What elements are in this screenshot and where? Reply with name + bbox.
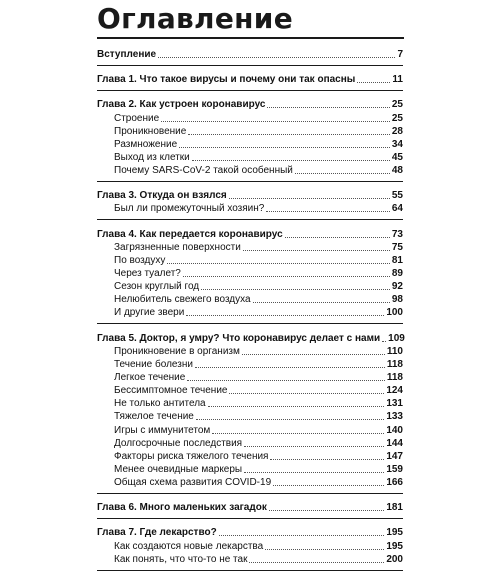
toc-chapter-entry[interactable] (97, 501, 403, 514)
page-number: 110 (386, 345, 403, 357)
page-number: 133 (386, 411, 403, 423)
toc-section-entry[interactable] (97, 151, 403, 164)
toc-section-entry-label: Сезон круглый год (114, 281, 200, 293)
toc-chapter-entry-label: Глава 2. Как устроен коронавирус (97, 99, 266, 111)
toc-section-entry-label: Как создаются новые лекарства (114, 540, 264, 552)
toc-section-entry[interactable] (97, 241, 403, 254)
toc-section-entry[interactable] (97, 202, 403, 215)
page-number: 195 (386, 540, 403, 552)
dot-leader (269, 510, 384, 511)
dot-leader (270, 459, 384, 460)
page-number: 124 (386, 385, 403, 397)
toc-section-entry[interactable] (97, 539, 403, 552)
toc-chapter-entry[interactable] (97, 331, 403, 344)
page-number: 118 (386, 358, 403, 370)
page-number: 75 (391, 241, 403, 253)
dot-leader (201, 289, 390, 290)
toc-section-entry[interactable] (97, 358, 403, 371)
toc-section-entry[interactable] (97, 111, 403, 124)
toc-chapter-group (97, 91, 403, 182)
page-number: 147 (386, 450, 403, 462)
toc-chapter-entry[interactable] (97, 48, 403, 61)
toc-section-entry-label: Выход из клетки (114, 151, 190, 163)
toc-chapter-entry-label: Глава 6. Много маленьких загадок (97, 502, 267, 514)
toc-chapter-entry-label: Глава 1. Что такое вирусы и почему они так опасны (97, 74, 356, 86)
dot-leader (196, 419, 384, 420)
page-number: 98 (391, 294, 403, 306)
dot-leader (192, 160, 390, 161)
toc-section-entry[interactable] (97, 384, 403, 397)
page-number: 34 (391, 138, 403, 150)
toc-chapter-group (97, 494, 403, 519)
toc-section-entry[interactable] (97, 463, 403, 476)
toc-section-entry[interactable] (97, 345, 403, 358)
page-number: 118 (386, 371, 403, 383)
toc-section-entry-label: Через туалет? (114, 267, 181, 279)
dot-leader (243, 250, 390, 251)
toc-section-entry-label: Общая схема развития COVID-19 (114, 477, 272, 489)
dot-leader (357, 82, 390, 83)
page-number: 144 (386, 437, 403, 449)
page-number: 81 (391, 254, 403, 266)
toc-section-entry[interactable] (97, 476, 403, 489)
dot-leader (208, 406, 385, 407)
page-number: 109 (388, 332, 405, 344)
toc-section-entry-label: Не только антитела (114, 398, 206, 410)
toc-section-entry[interactable] (97, 553, 403, 566)
page-title: Оглавление (97, 2, 294, 35)
dot-leader (242, 354, 385, 355)
toc-section-entry[interactable] (97, 437, 403, 450)
page-number: 55 (391, 190, 403, 202)
toc-section-entry-label: Проникновение в организм (114, 345, 240, 357)
dot-leader (179, 147, 390, 148)
dot-leader (244, 446, 384, 447)
page-number: 195 (386, 527, 403, 539)
toc-chapter-group (97, 41, 403, 66)
dot-leader (183, 276, 390, 277)
toc-chapter-group (97, 519, 403, 570)
toc-chapter-entry-label: Вступление (97, 49, 157, 61)
dot-leader (267, 107, 389, 108)
toc-chapter-entry-label: Глава 4. Как передается коронавирус (97, 228, 283, 240)
toc-section-entry-label: Нелюбитель свежего воздуха (114, 294, 251, 306)
toc-section-entry-label: Легкое течение (114, 371, 186, 383)
toc-section-entry[interactable] (97, 397, 403, 410)
dot-leader (212, 433, 384, 434)
dot-leader (188, 134, 390, 135)
toc-section-entry[interactable] (97, 125, 403, 138)
toc-chapter-entry[interactable] (97, 73, 403, 86)
dot-leader (195, 367, 385, 368)
page-number: 131 (386, 398, 403, 410)
toc-section-entry-label: Бессимптомное течение (114, 385, 228, 397)
toc-section-entry[interactable] (97, 280, 403, 293)
toc-section-entry-label: По воздуху (114, 254, 166, 266)
toc-section-entry-label: Как понять, что что-то не так (114, 553, 248, 565)
toc-chapter-group (97, 66, 403, 91)
page-number: 7 (397, 49, 403, 61)
page-number: 25 (391, 112, 403, 124)
toc-section-entry[interactable] (97, 254, 403, 267)
dot-leader (229, 393, 384, 394)
toc-chapter-entry[interactable] (97, 98, 403, 111)
toc-section-entry[interactable] (97, 293, 403, 306)
dot-leader (219, 535, 385, 536)
toc-section-entry[interactable] (97, 138, 403, 151)
toc-section-entry-label: Проникновение (114, 125, 187, 137)
dot-leader (186, 315, 384, 316)
page-number: 28 (391, 125, 403, 137)
page-number: 45 (391, 151, 403, 163)
table-of-contents (97, 41, 403, 571)
toc-chapter-entry-label: Глава 7. Где лекарство? (97, 527, 217, 539)
toc-section-entry-label: Течение болезни (114, 358, 193, 370)
dot-leader (167, 263, 389, 264)
toc-section-entry-label: И другие звери (114, 307, 185, 319)
toc-chapter-entry[interactable] (97, 227, 403, 240)
page-number: 181 (386, 502, 403, 514)
toc-section-entry[interactable] (97, 410, 403, 423)
page-number: 92 (391, 281, 403, 293)
page-number: 73 (391, 228, 403, 240)
toc-section-entry-label: Игры с иммунитетом (114, 424, 211, 436)
toc-section-entry[interactable] (97, 267, 403, 280)
toc-section-entry-label: Строение (114, 112, 160, 124)
dot-leader (244, 472, 384, 473)
toc-section-entry-label: Размножение (114, 138, 178, 150)
dot-leader (187, 380, 385, 381)
toc-chapter-group (97, 220, 403, 324)
dot-leader (253, 302, 390, 303)
toc-chapter-group (97, 324, 403, 494)
toc-section-entry-label: Долгосрочные последствия (114, 437, 243, 449)
page-number: 64 (391, 203, 403, 215)
toc-chapter-entry[interactable] (97, 526, 403, 539)
toc-chapter-entry[interactable] (97, 189, 403, 202)
dot-leader (285, 237, 390, 238)
toc-chapter-group (97, 182, 403, 220)
page-number: 200 (386, 553, 403, 565)
toc-section-entry-label: Тяжелое течение (114, 411, 194, 423)
dot-leader (295, 173, 390, 174)
page-number: 89 (391, 267, 403, 279)
dot-leader (273, 485, 384, 486)
dot-leader (265, 549, 384, 550)
toc-section-entry-label: Почему SARS-CoV-2 такой особенный (114, 165, 293, 177)
dot-leader (229, 198, 390, 199)
toc-section-entry-label: Факторы риска тяжелого течения (114, 450, 269, 462)
dot-leader (249, 562, 384, 563)
page-number: 100 (386, 307, 403, 319)
toc-section-entry-label: Был ли промежуточный хозяин? (114, 203, 265, 215)
toc-chapter-entry-label: Глава 5. Доктор, я умру? Что коронавирус делает с нами (97, 332, 381, 344)
dot-leader (266, 211, 390, 212)
toc-section-entry-label: Менее очевидные маркеры (114, 463, 243, 475)
toc-section-entry[interactable] (97, 306, 403, 319)
toc-section-entry[interactable] (97, 450, 403, 463)
dot-leader (161, 121, 390, 122)
page-number: 140 (386, 424, 403, 436)
page-number: 159 (386, 463, 403, 475)
page-number: 48 (391, 165, 403, 177)
toc-section-entry[interactable] (97, 164, 403, 177)
title-rule (97, 37, 404, 39)
page-number: 166 (386, 477, 403, 489)
page-number: 11 (392, 74, 403, 86)
page-number: 25 (391, 99, 403, 111)
dot-leader (382, 341, 386, 342)
toc-section-entry[interactable] (97, 371, 403, 384)
toc-section-entry-label: Загрязненные поверхности (114, 241, 241, 253)
toc-section-entry[interactable] (97, 423, 403, 436)
dot-leader (158, 57, 395, 58)
toc-chapter-entry-label: Глава 3. Откуда он взялся (97, 190, 227, 202)
